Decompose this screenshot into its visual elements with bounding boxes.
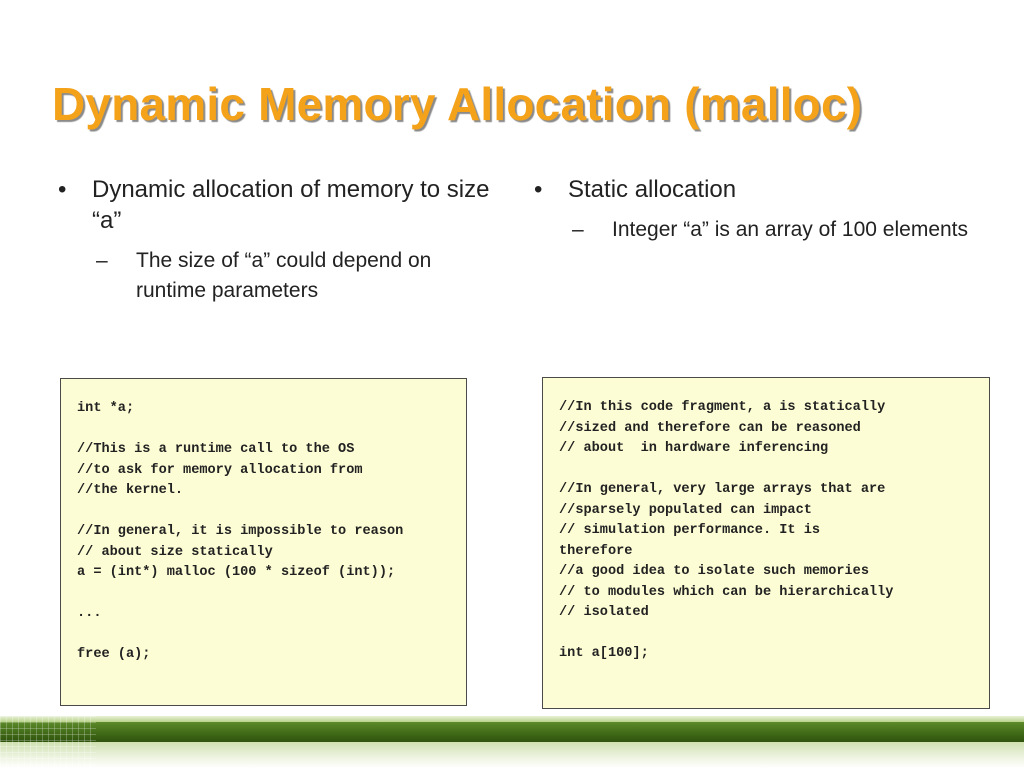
- bullet-static-allocation: [530, 174, 970, 205]
- bullet-mark: •: [58, 176, 67, 203]
- sub-bullet-mark: –: [96, 249, 108, 272]
- left-column: [54, 174, 494, 306]
- sub-bullet-runtime-size: [92, 246, 494, 306]
- sub-bullet-integer-array: [568, 215, 970, 245]
- footer-fade: [0, 742, 1024, 768]
- right-column: [530, 174, 970, 245]
- footer-grid-pattern: [0, 716, 96, 768]
- static-array-code: //In this code fragment, a is statically //sized and therefore can be reasoned // about in hardware inferencing //In general, very large arrays that are //sparsely populated can impact // simulation performance. It is therefore //a good idea to isolate such memories // to modules which can be hierarchically // isolated int a[100];: [559, 400, 894, 661]
- footer-band: [0, 716, 1024, 768]
- bullet-dynamic-allocation: [54, 174, 494, 236]
- bullet-mark: •: [534, 176, 543, 203]
- malloc-code-box: [60, 378, 467, 706]
- bullet-text: Dynamic allocation of memory to size “a”: [92, 176, 490, 234]
- footer-green-bar: [0, 722, 1024, 742]
- sub-bullet-text: The size of “a” could depend on runtime parameters: [136, 249, 432, 302]
- bullet-text: Static allocation: [568, 176, 737, 203]
- slide-title: Dynamic Memory Allocation (malloc): [52, 78, 863, 130]
- malloc-code: int *a; //This is a runtime call to the OS //to ask for memory allocation from //the kernel. //In general, it is impossible to reason // about size statically a = (int*) malloc (100 * sizeof (int)); ... free (a);: [77, 401, 404, 662]
- sub-bullet-mark: –: [572, 218, 584, 241]
- sub-bullet-text: Integer “a” is an array of 100 elements: [612, 218, 969, 241]
- static-array-code-box: [542, 377, 990, 709]
